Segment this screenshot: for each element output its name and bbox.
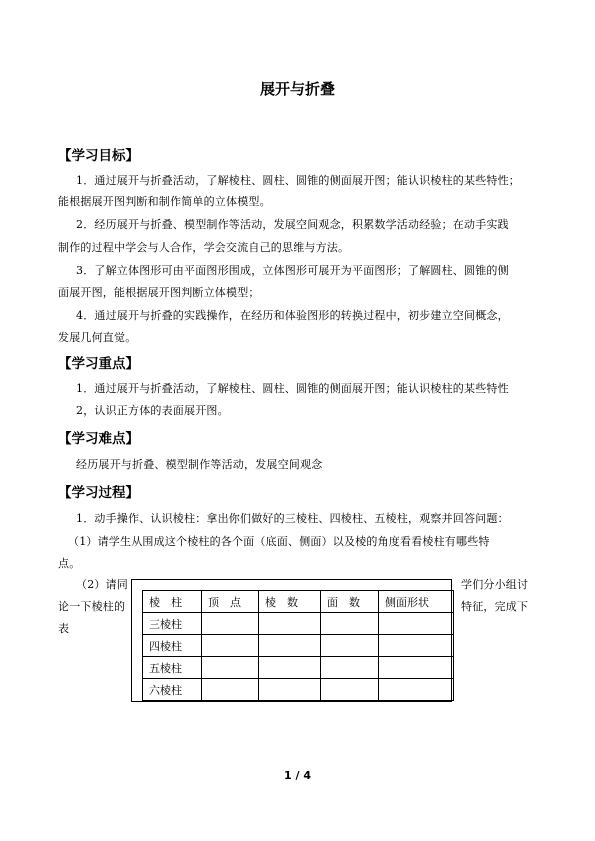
table-row <box>143 657 454 679</box>
goals-line-2: 能根据展开图判断和制作简单的立体模型。 <box>58 195 271 208</box>
key-heading: 【学习重点】 <box>58 356 139 372</box>
goals-line-4: 制作的过程中学会与人合作，学会交流自己的思维与方法。 <box>58 241 350 254</box>
table-cell <box>202 613 259 635</box>
goals-line-7: 4．通过展开与折叠的实践操作，在经历和体验图形的转换过程中，初步建立空间概念， <box>76 309 509 322</box>
table-cell <box>259 613 321 635</box>
table-cell <box>379 657 454 679</box>
table-cell <box>202 635 259 657</box>
process-line-1: 1．动手操作、认识棱柱：拿出你们做好的三棱柱、四棱柱、五棱柱，观察并回答问题： <box>76 512 509 525</box>
process-line-3: 点。 <box>58 557 81 570</box>
difficulty-line-1: 经历展开与折叠、模型制作等活动，发展空间观念 <box>76 458 323 471</box>
prism-table <box>142 590 454 701</box>
goals-line-3: 2．经历展开与折叠、模型制作等活动，发展空间观念，积累数学活动经验；在动手实践 <box>76 218 509 231</box>
table-header-row <box>143 591 454 613</box>
page-number: 1 / 4 <box>284 769 311 782</box>
goals-line-5: 3．了解立体图形可由平面图形围成，立体图形可展开为平面图形；了解圆柱、圆锥的侧 <box>76 264 509 277</box>
wrap-left-2: 论一下棱柱的 <box>58 600 126 613</box>
table-cell <box>379 613 454 635</box>
process-line-2: （1）请学生从围成这个棱柱的各个面（底面、侧面）以及棱的角度看看棱柱有哪些特 <box>68 535 490 548</box>
table-cell <box>259 657 321 679</box>
process-heading: 【学习过程】 <box>58 485 139 501</box>
difficulty-heading: 【学习难点】 <box>58 431 139 447</box>
wrap-left-3: 表 <box>58 622 70 635</box>
table-row <box>143 635 454 657</box>
row-label: 三棱柱 <box>143 613 202 635</box>
table-row <box>143 679 454 701</box>
goals-line-1: 1．通过展开与折叠活动，了解棱柱、圆柱、圆锥的侧面展开图；能认识棱柱的某些特性； <box>76 174 520 187</box>
header-faces: 面 数 <box>321 591 379 613</box>
table-cell <box>259 679 321 701</box>
wrap-right-1: 学们分小组讨 <box>461 578 529 591</box>
table-cell <box>259 635 321 657</box>
header-prism: 棱 柱 <box>143 591 202 613</box>
table-row <box>143 613 454 635</box>
header-edges: 棱 数 <box>259 591 321 613</box>
table-cell <box>321 679 379 701</box>
header-side-shape: 侧面形状 <box>379 591 454 613</box>
table-cell <box>321 657 379 679</box>
page-title: 展开与折叠 <box>259 80 335 98</box>
table-cell <box>379 679 454 701</box>
wrap-right-2: 特征，完成下 <box>461 600 529 613</box>
table-cell <box>379 635 454 657</box>
table-cell <box>202 679 259 701</box>
header-vertices: 顶 点 <box>202 591 259 613</box>
table-cell <box>321 635 379 657</box>
row-label: 五棱柱 <box>143 657 202 679</box>
wrap-left-1: （2）请同 <box>76 578 128 591</box>
goals-line-8: 发展几何直觉。 <box>58 331 137 344</box>
table-cell <box>202 657 259 679</box>
goals-line-6: 面展开图，能根据展开图判断立体模型； <box>58 286 260 299</box>
key-line-1: 1．通过展开与折叠活动，了解棱柱、圆柱、圆锥的侧面展开图；能认识棱柱的某些特性 <box>76 382 509 395</box>
goals-heading: 【学习目标】 <box>58 148 139 164</box>
table-cell <box>321 613 379 635</box>
row-label: 六棱柱 <box>143 679 202 701</box>
key-line-2: 2，认识正方体的表面展开图。 <box>76 404 229 417</box>
row-label: 四棱柱 <box>143 635 202 657</box>
